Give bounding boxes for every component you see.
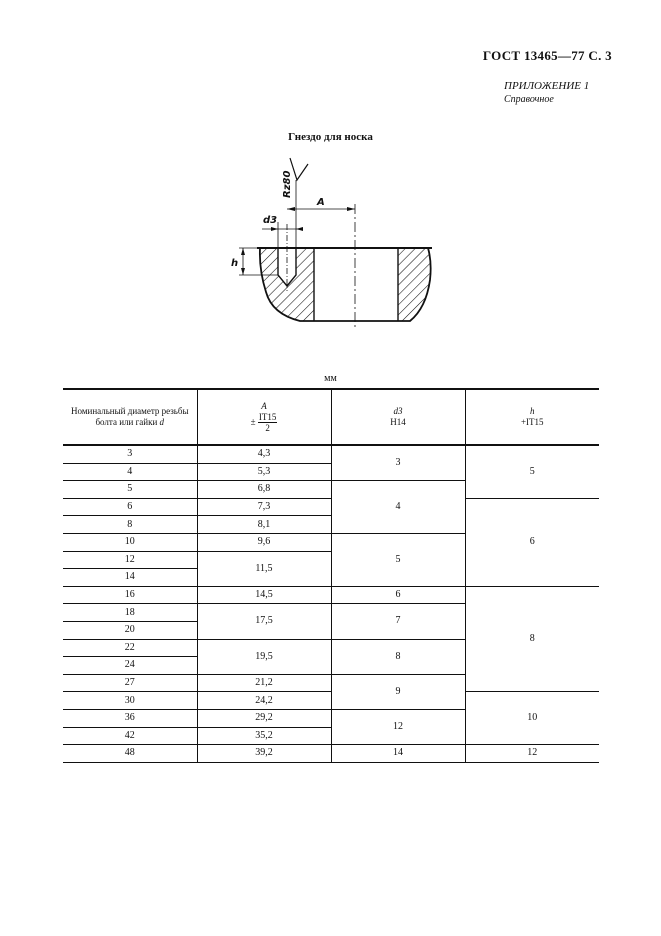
header-a: A ± $\frac{IT15}{2}$ bbox=[197, 389, 331, 445]
cell-d: 5 bbox=[63, 481, 197, 499]
cell-h: 5 bbox=[465, 445, 599, 498]
units-label: мм bbox=[324, 373, 337, 384]
cell-d: 36 bbox=[63, 709, 197, 727]
cell-a: 8,1 bbox=[197, 516, 331, 534]
appendix-note: Справочное bbox=[504, 94, 554, 105]
cell-d: 14 bbox=[63, 569, 197, 587]
dim-h-label: h bbox=[231, 258, 239, 269]
cell-d: 27 bbox=[63, 674, 197, 692]
cell-h: 10 bbox=[465, 692, 599, 745]
cell-d: 8 bbox=[63, 516, 197, 534]
cell-d: 4 bbox=[63, 463, 197, 481]
cell-a: 19,5 bbox=[197, 639, 331, 674]
appendix-label: ПРИЛОЖЕНИЕ 1 bbox=[504, 80, 590, 92]
cell-d: 16 bbox=[63, 586, 197, 604]
dim-d3-label: d3 bbox=[263, 215, 278, 226]
roughness-label: Rz80 bbox=[282, 170, 293, 198]
table-row bbox=[63, 445, 599, 463]
cell-a: 14,5 bbox=[197, 586, 331, 604]
cell-a: 11,5 bbox=[197, 551, 331, 586]
it15-fraction: $\frac{IT15}{2}$ bbox=[258, 412, 277, 433]
cell-a: 39,2 bbox=[197, 745, 331, 763]
right-section-hatch bbox=[398, 248, 431, 321]
cell-d: 10 bbox=[63, 533, 197, 551]
table-row bbox=[63, 745, 599, 763]
cell-a: 7,3 bbox=[197, 498, 331, 516]
cell-d: 18 bbox=[63, 604, 197, 622]
cell-a: 21,2 bbox=[197, 674, 331, 692]
cell-a: 24,2 bbox=[197, 692, 331, 710]
cell-d: 48 bbox=[63, 745, 197, 763]
cell-a: 5,3 bbox=[197, 463, 331, 481]
cell-d: 12 bbox=[63, 551, 197, 569]
cell-d: 24 bbox=[63, 657, 197, 675]
cell-a: 9,6 bbox=[197, 533, 331, 551]
cell-d: 20 bbox=[63, 621, 197, 639]
cell-d: 30 bbox=[63, 692, 197, 710]
cell-d3: 3 bbox=[331, 445, 465, 481]
cell-d: 3 bbox=[63, 445, 197, 463]
dimensions-table bbox=[63, 388, 599, 763]
cell-d3: 14 bbox=[331, 745, 465, 763]
cell-a: 4,3 bbox=[197, 445, 331, 463]
header-h: h +IT15 bbox=[465, 389, 599, 445]
cell-h: 8 bbox=[465, 586, 599, 692]
cell-d3: 7 bbox=[331, 604, 465, 639]
cell-a: 6,8 bbox=[197, 481, 331, 499]
dim-a-label: A bbox=[317, 197, 325, 208]
header-nominal-diameter: Номинальный диаметр резьбы болта или гайки d bbox=[63, 389, 197, 445]
table-row bbox=[63, 586, 599, 604]
cell-d3: 12 bbox=[331, 709, 465, 744]
cell-d3: 9 bbox=[331, 674, 465, 709]
cell-d3: 4 bbox=[331, 481, 465, 534]
cell-d: 22 bbox=[63, 639, 197, 657]
cell-a: 35,2 bbox=[197, 727, 331, 745]
cell-d3: 8 bbox=[331, 639, 465, 674]
table-header-row bbox=[63, 389, 599, 445]
cell-d3: 5 bbox=[331, 533, 465, 586]
cell-d: 6 bbox=[63, 498, 197, 516]
cell-d3: 6 bbox=[331, 586, 465, 604]
cell-h: 6 bbox=[465, 498, 599, 586]
header-d3: d3 H14 bbox=[331, 389, 465, 445]
socket-drawing bbox=[0, 0, 661, 360]
figure-title: Гнездо для носка bbox=[288, 131, 373, 143]
cell-h: 12 bbox=[465, 745, 599, 763]
cell-d: 42 bbox=[63, 727, 197, 745]
cell-a: 17,5 bbox=[197, 604, 331, 639]
cell-a: 29,2 bbox=[197, 709, 331, 727]
standard-designation: ГОСТ 13465—77 С. 3 bbox=[482, 48, 612, 63]
